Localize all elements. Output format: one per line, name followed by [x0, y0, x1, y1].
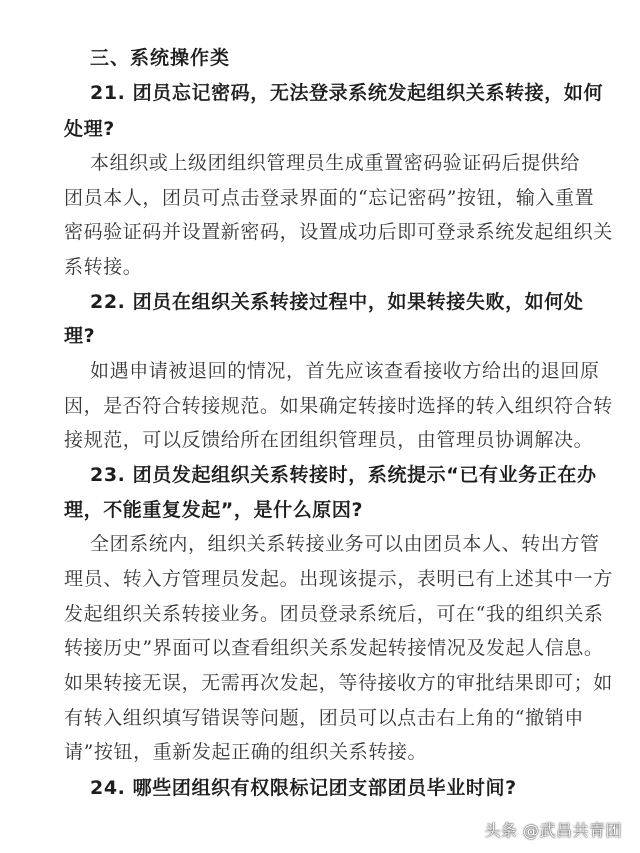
question-22-line-1: 22. 团员在组织关系转接过程中，如果转接失败，如何处: [90, 291, 584, 313]
answer-21-line-2: 团员本人，团员可点击登录界面的“忘记密码”按钮，输入重置: [64, 187, 595, 209]
answer-23-line-5: 如果转接无误，无需再次发起，等待接收方的审批结果即可；如: [64, 672, 613, 694]
answer-23-line-6: 有转入组织填写错误等问题，团员可以点击右上角的“撤销申: [64, 707, 584, 729]
question-21-line-1: 21. 团员忘记密码，无法登录系统发起组织关系转接，如何: [90, 82, 604, 104]
answer-23-line-4: 转接历史”界面可以查看组织关系发起转接情况及发起人信息。: [64, 637, 604, 659]
answer-21-line-4: 系转接。: [64, 256, 143, 278]
answer-22-line-3: 接规范，可以反馈给所在团组织管理员，由管理员协调解决。: [64, 429, 594, 451]
answer-23-line-1: 全团系统内，组织关系转接业务可以由团员本人、转出方管: [90, 533, 600, 555]
section-title: 三、系统操作类: [90, 47, 231, 69]
answer-23-line-3: 发起组织关系转接业务。团员登录系统后，可在“我的组织关系: [64, 603, 604, 625]
question-23-line-1: 23. 团员发起组织关系转接时，系统提示“已有业务正在办: [90, 464, 597, 486]
answer-23-line-7: 请”按钮，重新发起正确的组织关系转接。: [64, 741, 428, 763]
question-23-line-2: 理，不能重复发起”，是什么原因?: [64, 499, 364, 521]
answer-21-line-1: 本组织或上级团组织管理员生成重置密码验证码后提供给: [90, 152, 581, 174]
watermark: 头条 @武昌共青团: [484, 821, 622, 840]
answer-22-line-2: 因，是否符合转接规范。如果确定转接时选择的转入组织符合转: [64, 395, 613, 417]
answer-22-line-1: 如遇申请被退回的情况，首先应该查看接收方给出的退回原: [90, 360, 600, 382]
question-24-line-1: 24. 哪些团组织有权限标记团支部团员毕业时间?: [90, 777, 517, 799]
question-22-line-2: 理?: [64, 325, 96, 347]
answer-21-line-3: 密码验证码并设置新密码，设置成功后即可登录系统发起组织关: [64, 221, 613, 243]
question-21-line-2: 处理?: [64, 118, 115, 140]
answer-23-line-2: 理员、转入方管理员发起。出现该提示，表明已有上述其中一方: [64, 568, 613, 590]
